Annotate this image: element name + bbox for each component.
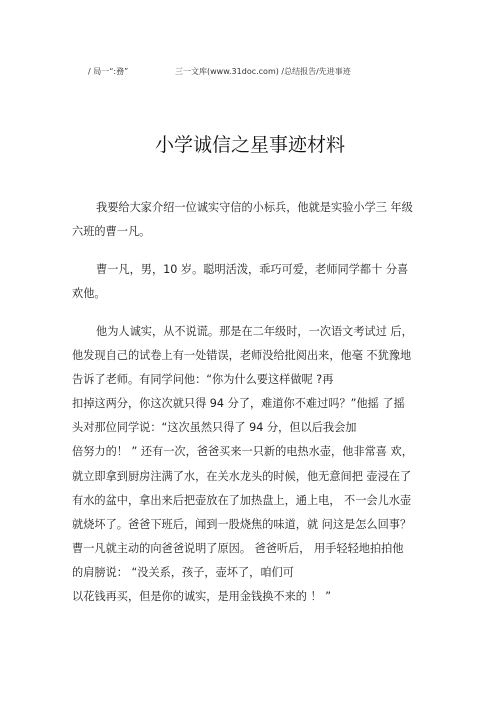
header-left-text: / 局一“:務” — [88, 67, 129, 76]
paragraph-line: 就烧坏了。爸爸下班后，闻到一股烧焦的味道，就 问这是怎么回事？ — [72, 517, 412, 531]
paragraph-line: 就立即拿到厨房注满了水，在关水龙头的时候，他无意间把 壶浸在了 — [72, 469, 412, 483]
paragraph-line: 扣掉这两分，你这次就只得 94 分了，难道你不难过吗？”他摇 了摇 — [72, 397, 405, 411]
paragraph-line: 他为人诚实，从不说谎。那是在二年级时，一次语文考试过 后， — [96, 325, 413, 338]
paragraph-line: 倍努力的！ ” 还有一次，爸爸买来一只新的电热水壶，他非常喜 欢， — [72, 445, 413, 459]
paragraph-line: 曹一凡就主动的向爸爸说明了原因。 爸爸听后， 用手轻轻地拍拍他 — [72, 541, 404, 555]
page-header — [0, 66, 500, 80]
paragraph-profile — [72, 258, 436, 306]
header-source-text: 三一文库(www.31doc.com) /总结报告/先进事迹 — [175, 67, 351, 76]
paragraph-line: 我要给大家介绍一位诚实守信的小标兵，他就是实验小学三 年级 — [96, 201, 413, 214]
paragraph-story — [72, 320, 436, 609]
paragraph-line: 欢他。 — [72, 287, 106, 301]
paragraph-intro — [72, 196, 436, 244]
document-title: 小学诚信之星事迹材料 — [154, 134, 345, 156]
paragraph-line: 六班的曹一凡。 — [72, 225, 151, 239]
paragraph-line: 的肩膀说： “没关系，孩子，壶坏了，咱们可 — [72, 565, 294, 579]
paragraph-line: 有水的盆中，拿出来后把壶放在了加热盘上，通上电， 不一会儿水壶 — [72, 493, 412, 507]
paragraph-line: 曹一凡，男，10 岁。聪明活泼，乖巧可爱，老师同学都十 分喜 — [96, 263, 409, 276]
paragraph-line: 他发现自己的试卷上有一处错误，老师没给批阅出来，他毫 不犹豫地 — [72, 349, 412, 363]
paragraph-line: 以花钱再买，但是你的诚实，是用金钱换不来的 ！ ” — [72, 590, 332, 604]
paragraph-line: 告诉了老师。有同学问他：“你为什么要这样做呢 ?再 — [72, 373, 334, 387]
paragraph-line: 头对那位同学说：“这次虽然只得了 94 分，但以后我会加 — [72, 421, 357, 435]
